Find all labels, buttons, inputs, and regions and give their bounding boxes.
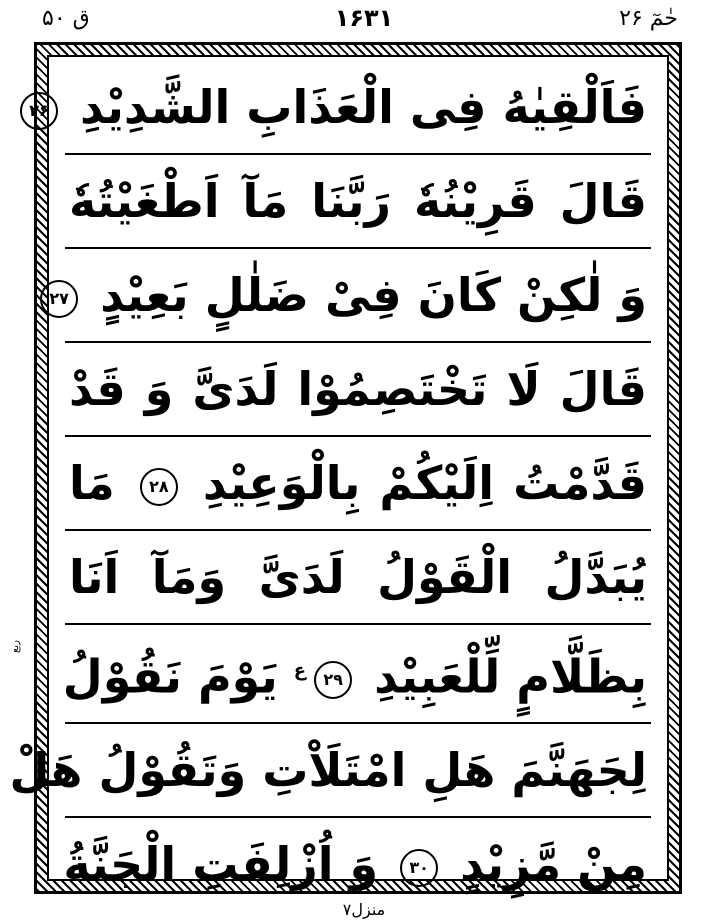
page-header	[0, 0, 728, 40]
verse-text: يَوْمَ نَقُوْلُ	[62, 649, 278, 704]
surah-marker: ق ۵۰	[42, 6, 90, 31]
ayah-marker: ۲۸	[140, 468, 178, 506]
para-marker: حٰمٓ ۲۶	[619, 6, 678, 31]
verse-text: مَا	[69, 456, 115, 510]
ruku-marker: ع	[293, 660, 307, 681]
verse-text: وَ اُزْلِفَتِ الْجَنَّةُ	[63, 837, 379, 892]
verse-line-5	[65, 437, 651, 531]
verse-line-9	[65, 818, 651, 910]
verse-line-1	[29, 61, 651, 155]
page-number: ۱۶۳۱	[334, 4, 394, 32]
verse-text: بِظَلَّامٍ لِّلْعَبِيْدِ	[374, 649, 647, 704]
verse-text: قَالَ لَا تَخْتَصِمُوْا لَدَىَّ وَ قَدْ	[69, 362, 647, 416]
verse-text: وَ لٰكِنْ كَانَ فِىْ ضَلٰلٍ بَعِيْدٍ	[100, 268, 647, 322]
verse-line-2	[65, 155, 651, 249]
ayah-marker: ۲۷	[40, 280, 78, 318]
verse-text: قَالَ قَرِيْنُهٗ رَبَّنَا مَآ اَطْغَيْتُهٗ	[69, 174, 647, 228]
manzil-footer: منزل۷	[342, 900, 386, 919]
verse-text: قَدَّمْتُ اِلَيْكُمْ بِالْوَعِيْدِ	[202, 456, 648, 510]
verse-line-8	[9, 724, 651, 818]
margin-note: ربع	[10, 640, 21, 653]
verse-line-3	[49, 249, 651, 343]
verse-text: فَاَلْقِيٰهُ فِى الْعَذَابِ الشَّدِيْدِ	[80, 80, 647, 134]
ayah-marker: ۲۹	[314, 661, 352, 699]
verse-text: يُبَدَّلُ الْقَوْلُ لَدَىَّ وَمَآ اَنَا	[69, 550, 647, 604]
ayah-marker: ۲۶	[20, 92, 58, 130]
verse-line-6	[65, 531, 651, 625]
ayah-marker: ۳۰	[400, 849, 438, 887]
verse-text: لِجَهَنَّمَ هَلِ امْتَلَاْتِ وَتَقُوْلُ هَلْ	[9, 743, 647, 798]
verse-line-4	[65, 343, 651, 437]
verse-line-7	[62, 625, 651, 724]
verse-text: مِنْ مَّزِيْدٍ	[460, 837, 647, 892]
